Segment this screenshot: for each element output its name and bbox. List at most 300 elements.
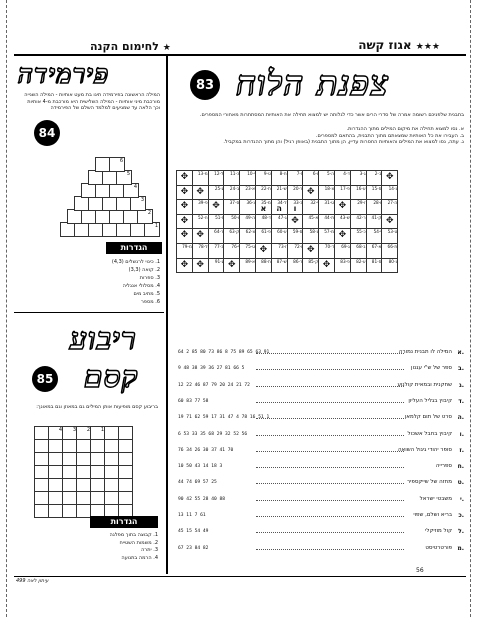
grid-cell[interactable] [287, 243, 303, 258]
clue-dotted-line [256, 532, 404, 533]
clue-letter: ב. [458, 365, 464, 373]
grid-cell[interactable] [271, 258, 287, 273]
clue-text: שחקנית ובמאית קולנוע [397, 381, 452, 388]
grid-cell[interactable] [366, 229, 382, 244]
magic-square-cell[interactable] [91, 427, 105, 440]
grid-cell[interactable] [319, 200, 335, 215]
clue-numbers[interactable]: 67 23 84 82 [178, 545, 209, 551]
grid-cell-number: 13-מ [197, 171, 208, 176]
magic-square-cell[interactable] [105, 427, 119, 440]
clue-numbers[interactable]: 44 74 69 57 25 [178, 480, 217, 486]
clue-letter: א. [457, 349, 464, 356]
grid-cell[interactable] [255, 229, 271, 244]
grid-cell-number: 57-מ [324, 229, 334, 235]
magic-square-cell[interactable] [119, 492, 133, 505]
grid-cell[interactable] [319, 258, 335, 273]
grid-cell[interactable] [350, 258, 366, 273]
grid-cell-number: 28-ו [373, 200, 382, 206]
grid-cell[interactable] [350, 229, 366, 244]
grid-cell[interactable] [255, 171, 271, 186]
grid-cell-number: 11-כ [230, 171, 240, 176]
magic-square-cell[interactable] [35, 466, 49, 479]
flower-icon: ✥ [307, 186, 315, 197]
grid-row [177, 214, 398, 229]
magic-square-cell[interactable] [35, 492, 49, 505]
grid-cell[interactable] [192, 214, 208, 229]
grid-cell-number: 35-מ [261, 200, 271, 206]
grid-cell[interactable] [382, 214, 398, 229]
grid-cell[interactable] [255, 185, 271, 200]
pyramid-cell[interactable] [137, 209, 153, 224]
magic-square-cell[interactable] [105, 466, 119, 479]
magic-square-cell[interactable] [91, 453, 105, 466]
puzzle-84-number: 84 [34, 120, 60, 146]
grid-cell-number: 17-פ [340, 185, 350, 191]
clue-dotted-line [256, 483, 404, 484]
grid-cell[interactable] [350, 185, 366, 200]
clue-text: קיבוץ בחבל אשכול [407, 430, 452, 437]
puzzle-85-def: 2. משמות השטייח [119, 539, 158, 546]
magic-square-cell[interactable] [105, 453, 119, 466]
grid-cell[interactable] [255, 258, 271, 273]
puzzle-83-grid-table [176, 170, 398, 273]
magic-square-cell[interactable] [63, 466, 77, 479]
grid-cell[interactable] [303, 243, 319, 258]
grid-cell[interactable] [382, 258, 398, 273]
grid-cell[interactable] [287, 214, 303, 229]
grid-cell[interactable] [271, 214, 287, 229]
grid-cell[interactable] [192, 243, 208, 258]
grid-cell[interactable] [192, 171, 208, 186]
puzzle-85-number: 85 [32, 366, 58, 392]
grid-cell[interactable] [350, 243, 366, 258]
grid-cell-number: 25-ג [214, 185, 224, 191]
pyramid-cell[interactable] [116, 170, 132, 185]
grid-cell[interactable] [224, 243, 240, 258]
magic-square-cell[interactable] [77, 440, 91, 453]
grid-cell-number: 2-ב [374, 171, 382, 176]
grid-cell-number: 43-ש [339, 214, 350, 220]
flower-icon: ✥ [307, 244, 315, 255]
grid-cell[interactable] [177, 258, 193, 273]
clue-dotted-line [256, 402, 404, 403]
clue-letter: ו. [459, 430, 464, 438]
grid-cell[interactable] [177, 185, 193, 200]
magic-square-cell[interactable] [105, 479, 119, 492]
grid-cell-number: 72-ו [294, 243, 303, 249]
grid-cell[interactable] [319, 171, 335, 186]
magic-square-number: 1 [100, 427, 104, 433]
magic-square-cell[interactable] [49, 505, 63, 518]
magic-square-cell[interactable] [49, 479, 63, 492]
magic-square-cell[interactable] [63, 453, 77, 466]
grid-cell-number: 49-ה [245, 214, 255, 220]
magic-square-cell[interactable] [63, 440, 77, 453]
magic-square-cell[interactable] [91, 479, 105, 492]
grid-cell-number: 32-י [310, 200, 319, 206]
grid-cell[interactable] [271, 171, 287, 186]
grid-cell[interactable] [382, 243, 398, 258]
grid-cell[interactable] [350, 200, 366, 215]
grid-cell[interactable] [208, 229, 224, 244]
puzzle-83-number: 83 [190, 70, 220, 100]
grid-cell[interactable] [334, 214, 350, 229]
grid-cell-number: 50-ו [231, 214, 240, 220]
clue-text: ספר של ש"י עגנון [411, 365, 452, 372]
magic-square-cell[interactable] [49, 492, 63, 505]
clue-text: סופר יהודי גיגול השואה [397, 446, 452, 453]
grid-cell[interactable] [334, 185, 350, 200]
grid-cell-number: 59-ס [292, 229, 303, 235]
grid-cell[interactable] [366, 258, 382, 273]
magic-square-cell[interactable] [49, 453, 63, 466]
grid-cell[interactable] [177, 214, 193, 229]
header-left-title-text: לחימום הקנה [90, 40, 159, 53]
puzzle-84-description: המילה הראשונה בפירמידה תיגו בת מעט אותיות - המילה השנייה מורכבת מיני אותיות - המילה השלישית היא מורכבת מ-4 אותיות וכך הלאה עד שמגיעים למלמד השלם של הפירמידה [24, 92, 160, 111]
grid-cell[interactable] [177, 229, 193, 244]
grid-cell[interactable] [240, 214, 256, 229]
grid-cell[interactable] [287, 185, 303, 200]
grid-cell[interactable] [287, 200, 303, 215]
grid-cell[interactable] [240, 229, 256, 244]
magic-square-cell[interactable] [63, 427, 77, 440]
header-left-title [90, 40, 171, 53]
grid-cell-number: 34-ל [277, 200, 287, 206]
clue-numbers[interactable]: 9 48 38 39 36 27 81 66 5 [178, 366, 245, 372]
grid-cell-number: 29-ז [357, 200, 366, 206]
clue-row [176, 397, 464, 406]
clue-numbers[interactable]: 45 15 54 49 [178, 529, 209, 535]
grid-cell[interactable] [208, 258, 224, 273]
magic-square-cell[interactable] [35, 440, 49, 453]
grid-row [35, 466, 133, 479]
grid-row [177, 243, 398, 258]
grid-cell[interactable] [350, 171, 366, 186]
grid-cell-letter: א [260, 204, 267, 214]
magic-square-cell[interactable] [63, 479, 77, 492]
grid-cell-number: 52-ח [198, 214, 208, 220]
magic-square-number: 2 [86, 427, 90, 433]
pyramid-cell[interactable] [123, 183, 139, 198]
magic-square-number: 3 [72, 427, 76, 433]
flower-icon: ✥ [180, 186, 189, 197]
grid-cell[interactable] [224, 214, 240, 229]
magic-square-cell[interactable] [49, 466, 63, 479]
grid-cell[interactable] [334, 229, 350, 244]
column-divider [166, 56, 168, 574]
grid-cell-number: 10-י [247, 171, 255, 176]
grid-cell-number: 58-נ [309, 229, 319, 235]
grid-cell-number: 14-נ [388, 185, 398, 191]
puzzle-85-def: 1. קבוצה בתוך מפלגה [109, 532, 158, 538]
magic-square-cell[interactable] [63, 492, 77, 505]
grid-cell[interactable] [319, 243, 335, 258]
magic-square-cell[interactable] [77, 479, 91, 492]
clue-row [176, 381, 464, 390]
clue-text: קיבוץ בגליל העליון [408, 397, 452, 404]
grid-cell[interactable] [224, 229, 240, 244]
magic-square-cell[interactable] [49, 427, 63, 440]
clue-letter: מ. [457, 544, 464, 552]
grid-cell[interactable] [208, 171, 224, 186]
pyramid-row-number: 1 [154, 223, 158, 229]
header-right-title [358, 38, 440, 52]
grid-row [35, 427, 133, 440]
grid-row [35, 479, 133, 492]
grid-cell-number: 78-ל [198, 243, 208, 249]
grid-cell[interactable] [192, 185, 208, 200]
clue-text: ספרייה [435, 463, 452, 470]
clue-row [176, 430, 464, 439]
puzzle-83-step: א. נסו למצוא תחילה את מיקום המילים מתוך ההגדרות. [346, 126, 464, 132]
grid-cell[interactable] [334, 171, 350, 186]
grid-cell-number: 8-ח [279, 171, 287, 176]
grid-cell[interactable] [208, 185, 224, 200]
grid-cell[interactable] [303, 171, 319, 186]
grid-cell-number: 41-ק [371, 214, 382, 220]
grid-cell[interactable] [208, 200, 224, 215]
grid-cell[interactable] [192, 229, 208, 244]
grid-cell-number: 16-ע [356, 185, 366, 191]
grid-cell[interactable] [192, 200, 208, 215]
grid-cell[interactable] [224, 185, 240, 200]
clue-numbers[interactable]: 60 83 77 58 [178, 398, 209, 404]
magic-square-cell[interactable] [91, 440, 105, 453]
grid-row [35, 453, 133, 466]
clue-row [176, 527, 464, 536]
grid-cell[interactable] [240, 171, 256, 186]
footer-rule [14, 576, 466, 577]
grid-cell-number: 63-ק [229, 229, 240, 235]
magic-square-cell[interactable] [119, 440, 133, 453]
clue-letter: ז. [459, 446, 464, 454]
flower-icon: ✥ [180, 259, 189, 270]
clue-dotted-line [256, 549, 404, 550]
magic-square-cell[interactable] [35, 427, 49, 440]
grid-cell[interactable] [382, 229, 398, 244]
magic-square-cell[interactable] [63, 505, 77, 518]
grid-cell-number: 61-פ [261, 229, 271, 235]
puzzle-84-def: 2. קואה (3,3) [128, 267, 160, 273]
grid-cell[interactable] [366, 171, 382, 186]
puzzle-85-grid [34, 426, 133, 518]
grid-cell-number: 5-ה [327, 171, 334, 176]
flower-icon: ✥ [180, 215, 189, 226]
grid-cell[interactable] [382, 185, 398, 200]
magic-square-cell[interactable] [91, 492, 105, 505]
header-right-title-text: אגוז קשה [358, 38, 412, 52]
grid-cell[interactable] [303, 258, 319, 273]
grid-cell[interactable] [271, 185, 287, 200]
flower-icon: ✥ [196, 259, 204, 270]
clue-letter: ד. [458, 397, 464, 405]
puzzle-83-step: ג. עתה, נסו למצוא את המילים והאותיות החסרות עדיין, הן מתוך התבנית (באופן רגיל) והן מתוך ההגדרות במקביל. [223, 139, 464, 145]
grid-cell-letter: ה [276, 204, 282, 214]
grid-cell-number: 7-ז [296, 171, 303, 176]
grid-cell[interactable] [287, 258, 303, 273]
flower-icon: ✥ [196, 186, 204, 197]
clue-numbers[interactable]: 64 2 85 80 73 86 8 75 89 65 63 91 [178, 350, 270, 355]
puzzle-85-description: בריבוע קסם מופיעות אותן המילים גם במאוזן וגם במאונך: [36, 404, 158, 410]
flower-icon: ✥ [259, 244, 268, 255]
clue-row [176, 478, 464, 487]
grid-cell-number: 42-ר [356, 214, 366, 220]
flower-icon: ✥ [322, 259, 331, 270]
grid-cell[interactable] [303, 200, 319, 215]
clue-dotted-line [256, 435, 404, 436]
magic-square-cell[interactable] [119, 453, 133, 466]
grid-cell[interactable] [240, 200, 256, 215]
grid-cell-number: 31-ט [324, 200, 334, 206]
grid-cell[interactable] [224, 258, 240, 273]
clue-dotted-line [256, 500, 404, 501]
grid-cell[interactable] [208, 214, 224, 229]
clue-dotted-line [256, 418, 404, 419]
grid-cell[interactable] [177, 243, 193, 258]
grid-cell[interactable] [224, 171, 240, 186]
footer-credit: 499 עיתון לאה [16, 578, 49, 584]
grid-cell-number: 73-ז [278, 243, 287, 249]
magic-square-cell[interactable] [91, 466, 105, 479]
grid-cell-number: 36-נ [246, 200, 255, 206]
grid-cell[interactable] [303, 185, 319, 200]
clue-numbers[interactable]: 10 50 43 14 18 3 [178, 464, 223, 470]
grid-cell[interactable] [240, 243, 256, 258]
clue-text: קול מוזיקלי [425, 528, 452, 535]
grid-cell-number: 21-ש [276, 185, 287, 191]
grid-cell[interactable] [287, 171, 303, 186]
grid-cell[interactable] [177, 200, 193, 215]
grid-cell-number: 20-ר [293, 185, 303, 191]
grid-cell-number: 86-ר [293, 258, 303, 264]
grid-cell[interactable] [208, 243, 224, 258]
grid-cell-number: 15-ס [371, 185, 382, 191]
grid-cell[interactable] [255, 243, 271, 258]
grid-cell[interactable] [366, 185, 382, 200]
magic-square-cell[interactable] [105, 492, 119, 505]
flower-icon: ✥ [291, 215, 299, 226]
clue-numbers[interactable]: 19 71 62 59 17 31 47 4 78 16 51 1 [178, 415, 270, 421]
grid-cell-number: 68-ב [356, 243, 366, 249]
grid-cell[interactable] [177, 171, 193, 186]
grid-cell[interactable] [334, 258, 350, 273]
flower-icon: ✥ [196, 230, 204, 241]
grid-cell-number: 33-כ [293, 200, 303, 206]
clue-dotted-line [256, 353, 404, 354]
clue-text: סרט של תום קלמאן [404, 414, 452, 421]
clue-row [176, 348, 464, 357]
grid-cell-number: 66-ת [387, 243, 398, 249]
grid-cell[interactable] [366, 243, 382, 258]
clue-numbers[interactable]: 6 53 33 35 68 29 32 52 56 [178, 431, 248, 437]
grid-cell[interactable] [366, 214, 382, 229]
grid-row [177, 200, 398, 215]
magic-square-cell[interactable] [77, 505, 91, 518]
grid-cell[interactable] [271, 243, 287, 258]
clue-numbers[interactable]: 13 11 7 61 [178, 513, 206, 518]
grid-cell-number: 55-כ [356, 229, 366, 235]
grid-cell-number: 88-ת [261, 258, 271, 264]
grid-cell-number: 62-צ [245, 229, 255, 235]
grid-cell[interactable] [271, 200, 287, 215]
magic-square-cell[interactable] [119, 427, 133, 440]
grid-cell[interactable] [255, 214, 271, 229]
grid-cell-number: 54-י [373, 229, 382, 235]
pyramid-cell[interactable] [130, 196, 146, 211]
grid-cell[interactable] [192, 258, 208, 273]
grid-cell-number: 27-ה [387, 200, 398, 206]
grid-cell[interactable] [303, 214, 319, 229]
grid-cell-number: 77-כ [214, 243, 224, 249]
puzzle-85-defs [80, 532, 158, 562]
grid-cell[interactable] [382, 200, 398, 215]
grid-cell-number: 80-נ [388, 258, 398, 264]
grid-cell[interactable] [319, 214, 335, 229]
magic-square-cell[interactable] [77, 492, 91, 505]
magic-square-cell[interactable] [77, 453, 91, 466]
magic-square-cell[interactable] [35, 505, 49, 518]
grid-cell-number: 23-א [245, 185, 255, 191]
grid-cell-number: 18-צ [324, 185, 334, 191]
grid-cell-number: 89-א [245, 258, 255, 264]
grid-cell[interactable] [287, 229, 303, 244]
page-guide-right [470, 0, 471, 617]
grid-cell[interactable] [255, 200, 271, 215]
pyramid-row-number: 5 [126, 171, 130, 177]
clue-numbers[interactable]: 90 42 55 28 40 88 [178, 496, 226, 502]
grid-cell[interactable] [271, 229, 287, 244]
grid-cell[interactable] [319, 185, 335, 200]
grid-cell-number: 9-ט [263, 171, 271, 176]
grid-cell[interactable] [319, 229, 335, 244]
clue-numbers[interactable]: 12 22 46 87 79 20 24 21 72 [178, 382, 250, 388]
magic-square-cell[interactable] [105, 440, 119, 453]
grid-row [35, 492, 133, 505]
magic-square-cell[interactable] [49, 440, 63, 453]
grid-cell[interactable] [303, 229, 319, 244]
magic-square-cell[interactable] [119, 466, 133, 479]
grid-cell[interactable] [240, 185, 256, 200]
clue-row [176, 495, 464, 504]
grid-cell[interactable] [224, 200, 240, 215]
magic-square-cell[interactable] [35, 453, 49, 466]
puzzle-84-defs [90, 258, 160, 306]
grid-cell[interactable] [366, 200, 382, 215]
clue-numbers[interactable]: 76 34 26 30 37 41 70 [178, 447, 234, 453]
grid-cell[interactable] [350, 214, 366, 229]
grid-cell-number: 67-א [371, 243, 382, 249]
grid-row [177, 258, 398, 273]
pyramid-cell[interactable] [144, 222, 160, 237]
clue-dotted-line [256, 451, 404, 452]
grid-cell[interactable] [382, 171, 398, 186]
grid-cell-number: 85-ק [308, 258, 319, 264]
magic-square-cell[interactable] [77, 427, 91, 440]
magic-square-cell[interactable] [35, 479, 49, 492]
grid-cell-number: 83-פ [340, 258, 350, 264]
flower-icon: ✥ [385, 172, 394, 182]
grid-cell-number: 3-ג [359, 171, 366, 176]
puzzle-84-def: 3. ספרות [139, 275, 160, 281]
grid-row [35, 440, 133, 453]
magic-square-cell[interactable] [119, 479, 133, 492]
clue-text: מחזה של שייקספיר [407, 479, 452, 486]
magic-square-cell[interactable] [77, 466, 91, 479]
grid-cell[interactable] [334, 200, 350, 215]
grid-cell[interactable] [334, 243, 350, 258]
pyramid-cell[interactable] [109, 157, 125, 172]
grid-cell[interactable] [240, 258, 256, 273]
